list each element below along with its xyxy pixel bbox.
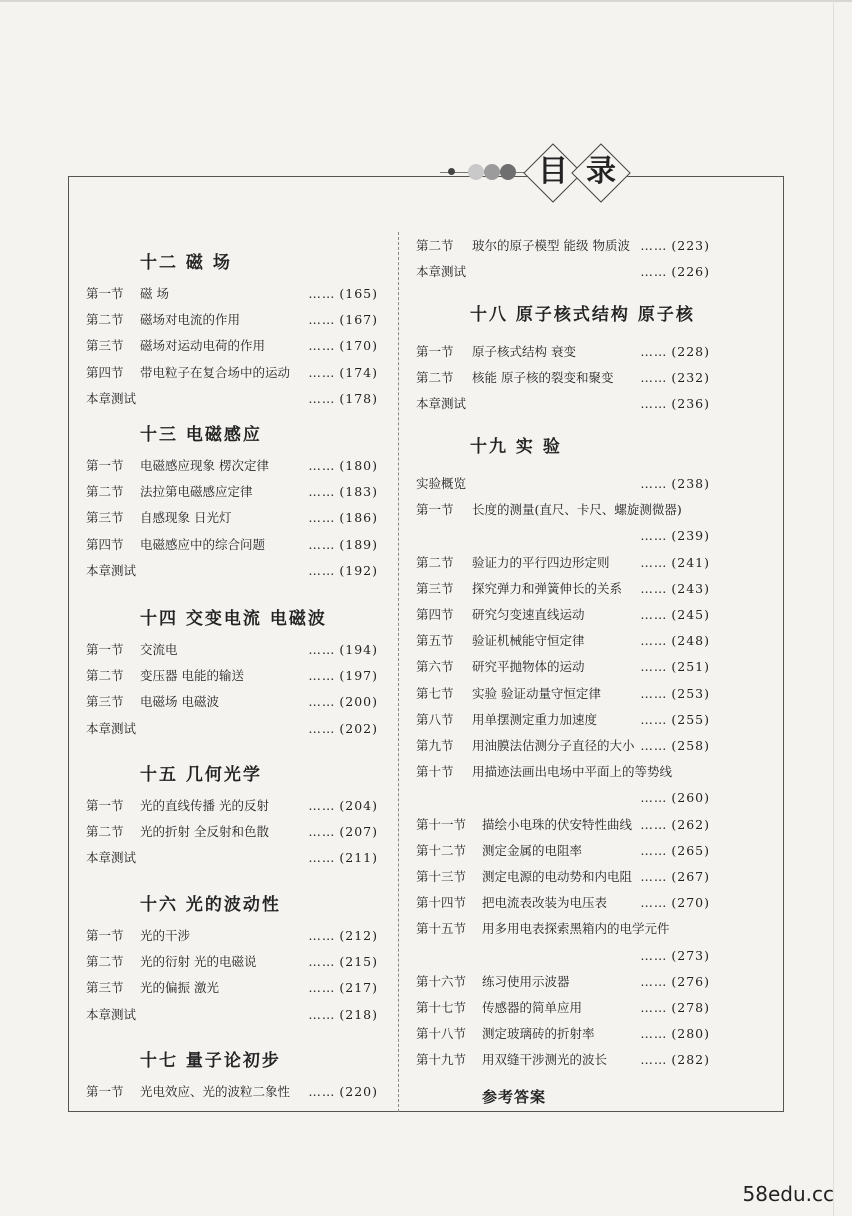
section-number: 本章测试 [416, 396, 467, 411]
page-number [308, 978, 378, 998]
toc-entry[interactable] [416, 946, 710, 966]
leader-dots: …… [640, 476, 668, 491]
page-number-value: (170) [339, 338, 378, 353]
toc-entry[interactable] [86, 561, 378, 581]
page-number-value: (265) [671, 843, 710, 858]
leader-dots: …… [640, 344, 668, 359]
page-number-value: (238) [671, 476, 710, 491]
leader-dots: …… [640, 581, 668, 596]
section-title: 电磁感应中的综合问题 [140, 537, 266, 552]
chapter-heading: 参考答案 [482, 1088, 547, 1106]
section-title: 带电粒子在复合场中的运动 [140, 365, 291, 380]
section-number: 第十六节 [416, 974, 467, 989]
page-number-value: (220) [339, 1084, 378, 1099]
section-title: 用油膜法估测分子直径的大小 [472, 738, 635, 753]
page-number [640, 526, 710, 546]
page-number [308, 926, 378, 946]
chapter-heading: 十六 光的波动性 [140, 895, 281, 915]
leader-dots: …… [640, 370, 668, 385]
page-number-value: (167) [339, 312, 378, 327]
page-number-value: (194) [339, 642, 378, 657]
leader-dots: …… [640, 869, 668, 884]
section-title: 验证机械能守恒定律 [472, 633, 585, 648]
toc-entry[interactable] [86, 363, 378, 383]
scan-edge [833, 0, 834, 1216]
page-number [308, 640, 378, 660]
page-number [640, 657, 710, 677]
toc-entry[interactable] [416, 1024, 710, 1044]
decor-dot [500, 164, 516, 180]
page-number-value: (248) [671, 633, 710, 648]
leader-dots: …… [640, 974, 668, 989]
toc-entry[interactable] [416, 972, 710, 992]
leader-dots: …… [308, 668, 336, 683]
section-title: 光的衍射 光的电磁说 [140, 954, 257, 969]
section-title: 变压器 电能的输送 [140, 668, 244, 683]
leader-dots: …… [308, 642, 336, 657]
leader-dots: …… [640, 895, 668, 910]
section-number: 第一节 [86, 642, 124, 657]
toc-entry[interactable] [416, 631, 710, 651]
toc-entry[interactable] [416, 788, 710, 808]
leader-dots: …… [640, 633, 668, 648]
leader-dots: …… [640, 1052, 668, 1067]
page-title-char: 目 [538, 154, 568, 189]
page-number-value: (258) [671, 738, 710, 753]
section-number: 本章测试 [86, 1007, 137, 1022]
leader-dots: …… [308, 312, 336, 327]
section-title: 光的干涉 [140, 928, 191, 943]
page-number-value: (255) [671, 712, 710, 727]
leader-dots: …… [640, 712, 668, 727]
section-number: 第一节 [416, 502, 454, 517]
page-number-value: (260) [671, 790, 710, 805]
leader-dots: …… [640, 790, 668, 805]
toc-entry[interactable] [86, 482, 378, 502]
page-number [640, 1050, 710, 1070]
toc-entry[interactable] [86, 535, 378, 555]
page-number [308, 692, 378, 712]
section-number: 第二节 [86, 312, 124, 327]
page-number-value: (267) [671, 869, 710, 884]
section-number: 第二节 [416, 555, 454, 570]
page-number-value: (178) [339, 391, 378, 406]
leader-dots: …… [308, 338, 336, 353]
page-number-value: (226) [671, 264, 710, 279]
toc-entry[interactable] [416, 736, 710, 756]
toc-entry[interactable] [416, 1050, 710, 1070]
leader-dots: …… [308, 980, 336, 995]
toc-entry[interactable] [416, 236, 710, 256]
section-number: 第六节 [416, 659, 454, 674]
section-number: 第十二节 [416, 843, 467, 858]
page-number-value: (211) [339, 850, 378, 865]
section-number: 本章测试 [86, 850, 137, 865]
leader-dots: …… [308, 537, 336, 552]
page-number-value: (251) [671, 659, 710, 674]
page-number [640, 788, 710, 808]
toc-entry[interactable] [416, 919, 710, 939]
toc-entry[interactable] [416, 762, 710, 782]
toc-entry[interactable] [416, 500, 710, 520]
section-number: 第十四节 [416, 895, 467, 910]
section-number: 第二节 [86, 824, 124, 839]
page-number-value: (197) [339, 668, 378, 683]
page-number [640, 262, 710, 282]
page-number [640, 368, 710, 388]
page-number-value: (243) [671, 581, 710, 596]
leader-dots: …… [308, 824, 336, 839]
toc-entry[interactable] [416, 526, 710, 546]
page-number-value: (280) [671, 1026, 710, 1041]
page-number-value: (200) [339, 694, 378, 709]
page-number [640, 631, 710, 651]
section-title: 研究平抛物体的运动 [472, 659, 585, 674]
section-number: 第十七节 [416, 1000, 467, 1015]
section-number: 第二节 [416, 370, 454, 385]
page-number-value: (232) [671, 370, 710, 385]
section-title: 光的偏振 激光 [140, 980, 219, 995]
leader-dots: …… [308, 1007, 336, 1022]
page-number [640, 394, 710, 414]
section-number: 第二节 [86, 484, 124, 499]
section-title: 核能 原子核的裂变和聚变 [472, 370, 614, 385]
section-number: 第三节 [86, 510, 124, 525]
leader-dots: …… [640, 817, 668, 832]
page-number [308, 336, 378, 356]
page-number [640, 474, 710, 494]
toc-entry[interactable] [86, 796, 378, 816]
page-number [640, 579, 710, 599]
section-title: 研究匀变速直线运动 [472, 607, 585, 622]
watermark: 58edu.cc [742, 1182, 834, 1206]
section-title: 用描迹法画出电场中平面上的等势线 [472, 764, 673, 779]
page-number [640, 736, 710, 756]
section-title: 磁场对电流的作用 [140, 312, 241, 327]
chapter-heading: 十五 几何光学 [140, 765, 262, 785]
section-title: 描绘小电珠的伏安特性曲线 [482, 817, 633, 832]
page-number [308, 719, 378, 739]
page-number [308, 535, 378, 555]
section-number: 第十八节 [416, 1026, 467, 1041]
section-number: 第一节 [416, 344, 454, 359]
section-number: 第四节 [416, 607, 454, 622]
toc-entry[interactable] [416, 368, 710, 388]
toc-entry[interactable] [416, 893, 710, 913]
page-number [308, 561, 378, 581]
leader-dots: …… [308, 928, 336, 943]
page-number [308, 482, 378, 502]
decor-dot [468, 164, 484, 180]
section-title: 光电效应、光的波粒二象性 [140, 1084, 291, 1099]
toc-entry[interactable] [416, 841, 710, 861]
toc-entry[interactable] [416, 605, 710, 625]
page-number-value: (207) [339, 824, 378, 839]
section-title: 电磁感应现象 楞次定律 [140, 458, 269, 473]
section-number: 第一节 [86, 1084, 124, 1099]
leader-dots: …… [308, 510, 336, 525]
page-number-value: (183) [339, 484, 378, 499]
page-number-value: (174) [339, 365, 378, 380]
chapter-heading: 十八 原子核式结构 原子核 [470, 305, 695, 325]
chapter-heading: 十二 磁 场 [140, 253, 232, 273]
section-number: 第十三节 [416, 869, 467, 884]
page-number-value: (228) [671, 344, 710, 359]
page-number [640, 1024, 710, 1044]
page-number [308, 666, 378, 686]
toc-entry[interactable] [416, 815, 710, 835]
leader-dots: …… [640, 238, 668, 253]
title-band [440, 150, 780, 194]
page-number [640, 553, 710, 573]
section-title: 磁 场 [140, 286, 169, 301]
toc-entry[interactable] [86, 389, 378, 409]
section-title: 验证力的平行四边形定则 [472, 555, 610, 570]
toc-entry[interactable] [86, 456, 378, 476]
page-number [640, 841, 710, 861]
page-number-value: (239) [671, 528, 710, 543]
section-number: 第二节 [86, 954, 124, 969]
page-number-value: (212) [339, 928, 378, 943]
section-title: 电磁场 电磁波 [140, 694, 219, 709]
toc-entry[interactable] [86, 310, 378, 330]
section-number: 本章测试 [416, 264, 467, 279]
section-title: 传感器的简单应用 [482, 1000, 583, 1015]
section-number: 第三节 [86, 338, 124, 353]
page-number-value: (273) [671, 948, 710, 963]
toc-entry[interactable] [86, 284, 378, 304]
toc-entry[interactable] [416, 262, 710, 282]
toc-entry[interactable] [86, 692, 378, 712]
section-title: 练习使用示波器 [482, 974, 570, 989]
page-number [308, 952, 378, 972]
leader-dots: …… [640, 738, 668, 753]
leader-dots: …… [308, 954, 336, 969]
page-number-value: (204) [339, 798, 378, 813]
page-number [308, 363, 378, 383]
leader-dots: …… [308, 1084, 336, 1099]
toc-entry[interactable] [86, 926, 378, 946]
page-number [308, 284, 378, 304]
leader-dots: …… [640, 686, 668, 701]
page-number [640, 893, 710, 913]
column-divider [398, 232, 399, 1112]
toc-entry[interactable] [416, 342, 710, 362]
leader-dots: …… [308, 721, 336, 736]
page-number-value: (278) [671, 1000, 710, 1015]
section-title: 原子核式结构 衰变 [472, 344, 576, 359]
section-number: 第八节 [416, 712, 454, 727]
chapter-heading: 十三 电磁感应 [140, 425, 262, 445]
section-title: 光的折射 全反射和色散 [140, 824, 269, 839]
page-number [640, 342, 710, 362]
section-number: 第五节 [416, 633, 454, 648]
section-title: 测定金属的电阻率 [482, 843, 583, 858]
toc-entry[interactable] [416, 579, 710, 599]
leader-dots: …… [308, 391, 336, 406]
page-number [640, 710, 710, 730]
page-number-value: (282) [671, 1052, 710, 1067]
section-title: 长度的测量(直尺、卡尺、螺旋测微器) [472, 502, 682, 517]
leader-dots: …… [308, 850, 336, 865]
page-number-value: (262) [671, 817, 710, 832]
page-number [308, 1005, 378, 1025]
section-number: 第二节 [416, 238, 454, 253]
page-number-value: (215) [339, 954, 378, 969]
section-number: 实验概览 [416, 476, 467, 491]
page-number [640, 236, 710, 256]
page-number-value: (189) [339, 537, 378, 552]
toc-entry[interactable] [86, 822, 378, 842]
toc-entry[interactable] [86, 978, 378, 998]
page-number-value: (236) [671, 396, 710, 411]
leader-dots: …… [640, 1026, 668, 1041]
leader-dots: …… [640, 659, 668, 674]
page-number [308, 796, 378, 816]
section-title: 实验 验证动量守恒定律 [472, 686, 601, 701]
page-number [308, 848, 378, 868]
section-number: 第九节 [416, 738, 454, 753]
toc-entry[interactable] [416, 474, 710, 494]
section-title: 交流电 [140, 642, 178, 657]
section-number: 第一节 [86, 286, 124, 301]
toc-entry[interactable] [416, 867, 710, 887]
page-number [308, 508, 378, 528]
chapter-heading: 十四 交变电流 电磁波 [140, 609, 327, 629]
leader-dots: …… [640, 1000, 668, 1015]
section-number: 第七节 [416, 686, 454, 701]
leader-dots: …… [640, 843, 668, 858]
page-number [308, 456, 378, 476]
section-title: 测定电源的电动势和内电阻 [482, 869, 633, 884]
leader-dots: …… [308, 286, 336, 301]
page-number-value: (276) [671, 974, 710, 989]
toc-entry[interactable] [86, 336, 378, 356]
section-title: 磁场对运动电荷的作用 [140, 338, 266, 353]
leader-dots: …… [640, 264, 668, 279]
section-number: 第三节 [86, 694, 124, 709]
page-number [308, 1082, 378, 1102]
page-number-value: (217) [339, 980, 378, 995]
section-title: 自感现象 日光灯 [140, 510, 232, 525]
section-number: 本章测试 [86, 563, 137, 578]
leader-dots: …… [308, 798, 336, 813]
toc-entry[interactable] [416, 710, 710, 730]
toc-entry[interactable] [86, 666, 378, 686]
leader-dots: …… [308, 484, 336, 499]
section-number: 第三节 [416, 581, 454, 596]
leader-dots: …… [640, 607, 668, 622]
toc-entry[interactable] [86, 952, 378, 972]
page-number [640, 867, 710, 887]
page-number [640, 815, 710, 835]
page-number-value: (223) [671, 238, 710, 253]
leader-dots: …… [308, 365, 336, 380]
section-title: 把电流表改装为电压表 [482, 895, 608, 910]
section-number: 第一节 [86, 928, 124, 943]
section-title: 探究弹力和弹簧伸长的关系 [472, 581, 623, 596]
toc-entry[interactable] [86, 1005, 378, 1025]
page-number [640, 946, 710, 966]
section-number: 第十九节 [416, 1052, 467, 1067]
page-number [308, 389, 378, 409]
page-title-char: 录 [586, 154, 616, 189]
section-number: 第十一节 [416, 817, 467, 832]
section-number: 第三节 [86, 980, 124, 995]
page-number [640, 972, 710, 992]
page-number-value: (186) [339, 510, 378, 525]
toc-entry[interactable] [416, 394, 710, 414]
section-number: 第四节 [86, 365, 124, 380]
page-number-value: (192) [339, 563, 378, 578]
page-number-value: (270) [671, 895, 710, 910]
page-number-value: (245) [671, 607, 710, 622]
section-title: 用双缝干涉测光的波长 [482, 1052, 608, 1067]
leader-dots: …… [308, 563, 336, 578]
toc-entry[interactable] [86, 508, 378, 528]
toc-entry[interactable] [86, 719, 378, 739]
page-number-value: (253) [671, 686, 710, 701]
leader-dots: …… [640, 528, 668, 543]
section-number: 第二节 [86, 668, 124, 683]
page-number [640, 605, 710, 625]
section-title: 用多用电表探索黑箱内的电学元件 [482, 921, 670, 936]
section-title: 用单摆测定重力加速度 [472, 712, 598, 727]
leader-dots: …… [640, 948, 668, 963]
toc-entry[interactable] [86, 640, 378, 660]
scan-edge [0, 0, 852, 2]
page-number [308, 822, 378, 842]
section-number: 第十节 [416, 764, 454, 779]
chapter-heading: 十九 实 验 [470, 437, 562, 457]
page-number [640, 684, 710, 704]
toc-entry[interactable] [416, 998, 710, 1018]
toc-entry[interactable] [416, 684, 710, 704]
leader-dots: …… [308, 694, 336, 709]
decor-dot [484, 164, 500, 180]
leader-dots: …… [308, 458, 336, 473]
toc-entry[interactable] [86, 1082, 378, 1102]
section-number: 本章测试 [86, 721, 137, 736]
section-title: 光的直线传播 光的反射 [140, 798, 269, 813]
page-number-value: (218) [339, 1007, 378, 1022]
section-number: 第四节 [86, 537, 124, 552]
chapter-heading: 十七 量子论初步 [140, 1051, 281, 1071]
section-number: 第一节 [86, 458, 124, 473]
toc-entry[interactable] [416, 553, 710, 573]
toc-entry[interactable] [86, 848, 378, 868]
page-number-value: (241) [671, 555, 710, 570]
section-title: 玻尔的原子模型 能级 物质波 [472, 238, 630, 253]
section-number: 第一节 [86, 798, 124, 813]
section-title: 测定玻璃砖的折射率 [482, 1026, 595, 1041]
page-number [308, 310, 378, 330]
section-number: 第十五节 [416, 921, 467, 936]
toc-entry[interactable] [416, 657, 710, 677]
leader-dots: …… [640, 396, 668, 411]
page-number-value: (165) [339, 286, 378, 301]
page-number [640, 998, 710, 1018]
section-number: 本章测试 [86, 391, 137, 406]
section-title: 法拉第电磁感应定律 [140, 484, 253, 499]
decor-dot [448, 168, 455, 175]
leader-dots: …… [640, 555, 668, 570]
page-number-value: (202) [339, 721, 378, 736]
page-number-value: (180) [339, 458, 378, 473]
